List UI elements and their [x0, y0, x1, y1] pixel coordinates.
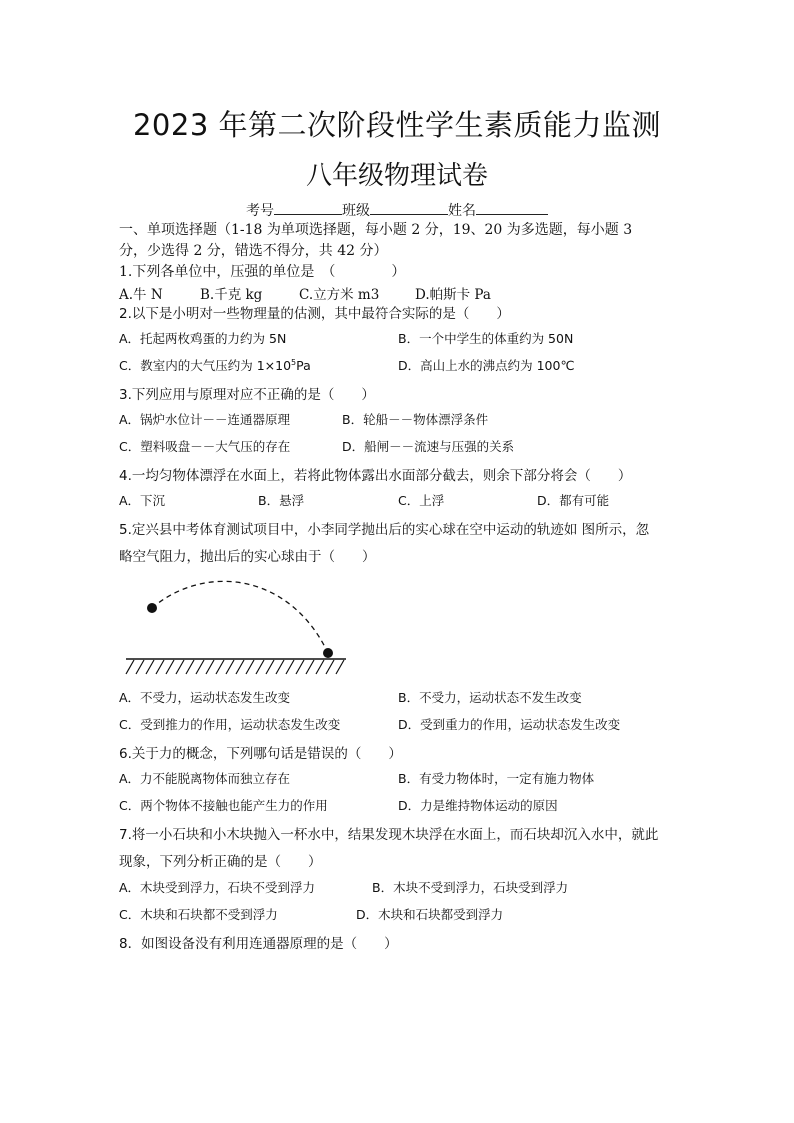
q7-option-d: D．木块和石块都受到浮力: [356, 907, 504, 922]
q6-option-d: D．力是维持物体运动的原因: [398, 798, 558, 813]
q4-option-a: A．下沉: [119, 493, 166, 508]
ball-end: [323, 648, 333, 658]
ball-trajectory-figure: [120, 578, 350, 678]
q4-option-c: C．上浮: [398, 493, 445, 508]
q4-option-b: B．悬浮: [258, 493, 305, 508]
q6-option-a: A．力不能脱离物体而独立存在: [119, 771, 291, 786]
ground-hatching: [126, 660, 344, 674]
exam-info-line: [0, 200, 794, 220]
q6-option-b: B．有受力物体时，一定有施力物体: [398, 771, 595, 786]
q2-option-c-unit: Pa: [296, 358, 311, 373]
q5-option-d: D．受到重力的作用，运动状态发生改变: [398, 717, 621, 732]
q4-option-d: D．都有可能: [537, 493, 610, 508]
question-5-stem-line2: 略空气阻力，抛出后的实心球由于（ ）: [119, 549, 376, 565]
q1-option-b: B.千克 kg: [200, 287, 263, 303]
page-title: 2023 年第二次阶段性学生素质能力监测: [132, 108, 662, 142]
question-7-stem-line2: 现象，下列分析正确的是（ ）: [119, 854, 322, 870]
q7-option-b: B．木块不受到浮力，石块受到浮力: [372, 880, 569, 895]
question-8-stem: 8．如图设备没有利用连通器原理的是（ ）: [119, 936, 398, 952]
exam-no-blank[interactable]: [274, 202, 342, 215]
q6-option-c: C．两个物体不接触也能产生力的作用: [119, 798, 328, 813]
q5-option-b: B．不受力，运动状态不发生改变: [398, 690, 582, 705]
q1-option-a: A.牛 N: [119, 287, 163, 303]
q3-option-b: B．轮船－－物体漂浮条件: [342, 412, 489, 427]
q2-option-d: D．高山上水的沸点约为 100℃: [398, 358, 575, 373]
q2-option-a: A．托起两枚鸡蛋的力约为 5N: [119, 331, 287, 346]
exam-no-label: 考号: [246, 203, 274, 219]
trajectory-curve: [152, 581, 328, 653]
q2-option-c-text: C．教室内的大气压约为 1×10: [119, 358, 292, 373]
q3-option-d: D．船闸－－流速与压强的关系: [342, 439, 515, 454]
question-2-stem: 2.以下是小明对一些物理量的估测，其中最符合实际的是（ ）: [119, 306, 510, 322]
question-7-stem-line1: 7.将一小石块和小木块抛入一杯水中，结果发现木块浮在水面上，而石块却沉入水中，就此: [119, 827, 659, 843]
name-blank[interactable]: [476, 202, 548, 215]
question-3-stem: 3.下列应用与原理对应不正确的是（ ）: [119, 387, 375, 403]
class-label: 班级: [342, 203, 370, 219]
name-label: 姓名: [448, 203, 476, 219]
question-1-stem: 1.下列各单位中，压强的单位是 （ ）: [119, 264, 406, 280]
q5-option-c: C．受到推力的作用，运动状态发生改变: [119, 717, 341, 732]
q1-option-c: C.立方米 m3: [299, 287, 380, 303]
section-heading-line1: 一、单项选择题（1-18 为单项选择题，每小题 2 分，19、20 为多选题，每小题 3: [119, 222, 633, 238]
question-6-stem: 6.关于力的概念，下列哪句话是错误的（ ）: [119, 746, 402, 762]
q7-option-c: C．木块和石块都不受到浮力: [119, 907, 278, 922]
page-subtitle: 八年级物理试卷: [305, 161, 488, 191]
class-blank[interactable]: [370, 202, 448, 215]
q2-option-c-exponent: 5: [291, 357, 297, 367]
question-4-stem: 4.一均匀物体漂浮在水面上，若将此物体露出水面部分截去，则余下部分将会（ ）: [119, 468, 632, 484]
q2-option-c: [119, 356, 311, 374]
q3-option-a: A．锅炉水位计－－连通器原理: [119, 412, 291, 427]
q3-option-c: C．塑料吸盘－－大气压的存在: [119, 439, 291, 454]
q7-option-a: A．木块受到浮力，石块不受到浮力: [119, 880, 316, 895]
section-heading-line2: 分，少选得 2 分，错选不得分，共 42 分）: [119, 243, 388, 259]
q1-option-d: D.帕斯卡 Pa: [415, 287, 491, 303]
q2-option-b: B．一个中学生的体重约为 50N: [398, 331, 574, 346]
ball-start: [147, 603, 157, 613]
question-5-stem-line1: 5.定兴县中考体育测试项目中，小李同学抛出后的实心球在空中运动的轨迹如 图所示，忽: [119, 522, 650, 538]
q5-option-a: A．不受力，运动状态发生改变: [119, 690, 291, 705]
